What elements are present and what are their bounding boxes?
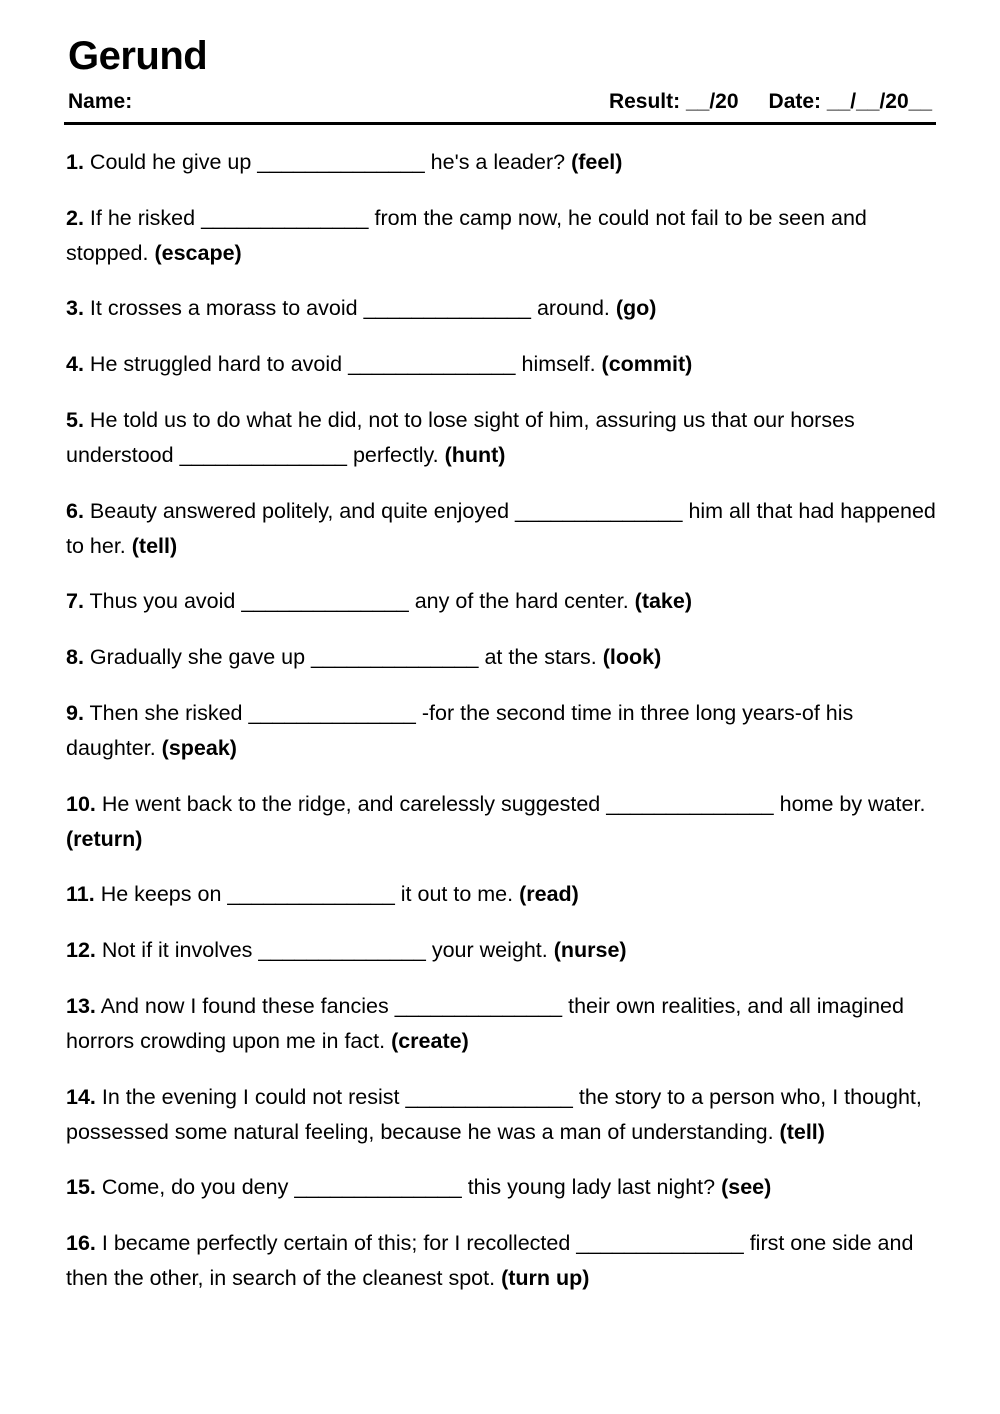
question-item	[66, 347, 936, 382]
question-hint: (speak)	[161, 735, 237, 760]
question-item	[66, 584, 936, 619]
question-hint: (feel)	[571, 150, 623, 174]
question-number: 2.	[66, 205, 84, 230]
question-number: 6.	[66, 498, 84, 523]
question-text-after: around.	[536, 296, 610, 321]
question-item	[66, 877, 936, 912]
question-item	[66, 201, 936, 271]
question-text-after: the story to a person who, I thought, possessed some natural feeling, because he was a man of understanding.	[66, 1084, 922, 1144]
question-item	[66, 640, 936, 675]
question-text-before: I became perfectly certain of this; for I recollected	[101, 1231, 571, 1256]
question-number: 15.	[66, 1175, 96, 1200]
question-text-after: any of the hard center.	[414, 589, 629, 614]
page-title: Gerund	[68, 34, 208, 78]
question-list	[64, 145, 936, 1296]
question-text-before: He keeps on	[100, 882, 222, 907]
date-field	[769, 90, 932, 114]
result-label: Result:	[608, 90, 681, 113]
answer-blank[interactable]: ______________	[606, 791, 774, 816]
question-text-before: Then she risked	[89, 701, 243, 726]
question-item	[66, 696, 936, 766]
question-number: 11.	[66, 882, 95, 907]
question-hint: (tell)	[779, 1119, 825, 1144]
question-item	[66, 989, 936, 1059]
question-text-before: He struggled hard to avoid	[89, 352, 343, 377]
date-label: Date:	[768, 90, 822, 113]
meta-right-group	[609, 90, 932, 114]
question-hint: (escape)	[154, 240, 242, 265]
question-text-after: -for the second time in three long years-of his daughter.	[66, 701, 854, 760]
question-text-before: If he risked	[89, 205, 196, 230]
question-hint: (turn up)	[501, 1266, 590, 1291]
question-text-after: their own realities, and all imagined horrors crowding upon me in fact.	[66, 994, 904, 1053]
question-number: 7.	[66, 589, 84, 614]
question-text-after: it out to me.	[400, 882, 514, 907]
question-item	[66, 403, 936, 473]
question-text-before: Not if it involves	[101, 938, 253, 963]
name-label: Name:	[68, 90, 133, 113]
question-text-after: he's a leader?	[430, 150, 566, 174]
question-number: 8.	[66, 645, 84, 670]
question-number: 10.	[66, 791, 96, 816]
question-text-after: himself.	[521, 352, 596, 377]
question-text-after: home by water.	[779, 791, 926, 816]
question-number: 13.	[66, 994, 96, 1019]
question-text-before: Beauty answered politely, and quite enjoyed	[89, 498, 510, 523]
question-text-after: perfectly.	[352, 442, 439, 467]
question-text-after: from the camp now, he could not fail to be seen and stopped.	[66, 205, 867, 265]
question-number: 4.	[66, 352, 84, 377]
question-hint: (go)	[615, 296, 657, 321]
question-hint: (tell)	[131, 533, 178, 558]
question-item	[66, 1170, 936, 1205]
question-text-before: Thus you avoid	[89, 589, 236, 614]
question-hint: (read)	[519, 882, 579, 907]
question-hint: (look)	[602, 645, 662, 670]
question-text-after: him all that had happened to her.	[66, 498, 936, 558]
answer-blank[interactable]: ______________	[515, 498, 683, 523]
question-number: 5.	[66, 408, 84, 433]
worksheet-meta	[64, 90, 936, 122]
question-number: 14.	[66, 1084, 96, 1109]
answer-blank[interactable]: ______________	[405, 1084, 573, 1109]
result-field	[609, 90, 739, 114]
question-item	[66, 787, 936, 857]
answer-blank[interactable]: ______________	[179, 442, 347, 467]
question-text-before: In the evening I could not resist	[101, 1084, 400, 1109]
answer-blank[interactable]: ______________	[201, 205, 369, 230]
question-hint: (commit)	[601, 352, 693, 377]
answer-blank[interactable]: ______________	[227, 882, 395, 907]
answer-blank[interactable]: ______________	[363, 296, 531, 321]
question-item	[66, 145, 936, 180]
question-text-before: Gradually she gave up	[89, 645, 306, 670]
question-hint: (return)	[66, 826, 143, 851]
question-item	[66, 1080, 936, 1150]
date-value: __/__/20__	[826, 90, 932, 113]
question-text-after: your weight.	[431, 938, 548, 963]
header-divider	[64, 122, 936, 125]
question-item	[66, 933, 936, 968]
question-text-before: Come, do you deny	[101, 1175, 289, 1200]
question-number: 9.	[66, 701, 84, 726]
question-text-before: Could he give up	[89, 150, 252, 174]
question-hint: (nurse)	[553, 938, 627, 963]
question-hint: (take)	[634, 589, 693, 614]
question-text-before: And now I found these fancies	[100, 994, 389, 1019]
question-item	[66, 291, 936, 326]
question-text-after: this young lady last night?	[467, 1175, 716, 1200]
answer-blank[interactable]: ______________	[241, 589, 409, 614]
answer-blank[interactable]: ______________	[294, 1175, 462, 1200]
answer-blank[interactable]: ______________	[248, 701, 416, 726]
question-text-after: at the stars.	[484, 645, 597, 670]
question-number: 12.	[66, 938, 96, 963]
question-item	[66, 494, 936, 564]
question-hint: (see)	[721, 1175, 772, 1200]
answer-blank[interactable]: ______________	[258, 938, 426, 963]
answer-blank[interactable]: ______________	[394, 994, 563, 1019]
answer-blank[interactable]: ______________	[576, 1231, 744, 1256]
answer-blank[interactable]: ______________	[257, 150, 425, 174]
question-item	[66, 1226, 936, 1296]
question-hint: (hunt)	[444, 442, 506, 467]
result-value: __/20	[685, 90, 739, 113]
question-number: 1.	[66, 150, 84, 174]
answer-blank[interactable]: ______________	[311, 645, 479, 670]
question-text-before: He told us to do what he did, not to lose sight of him, assuring us that our horses understood	[66, 408, 855, 467]
question-text-before: He went back to the ridge, and carelessly suggested	[101, 791, 601, 816]
question-number: 16.	[66, 1231, 96, 1256]
question-text-after: first one side and then the other, in search of the cleanest spot.	[66, 1231, 914, 1291]
question-hint: (create)	[391, 1028, 469, 1053]
question-text-before: It crosses a morass to avoid	[89, 296, 358, 321]
answer-blank[interactable]: ______________	[348, 352, 516, 377]
question-number: 3.	[66, 296, 84, 321]
